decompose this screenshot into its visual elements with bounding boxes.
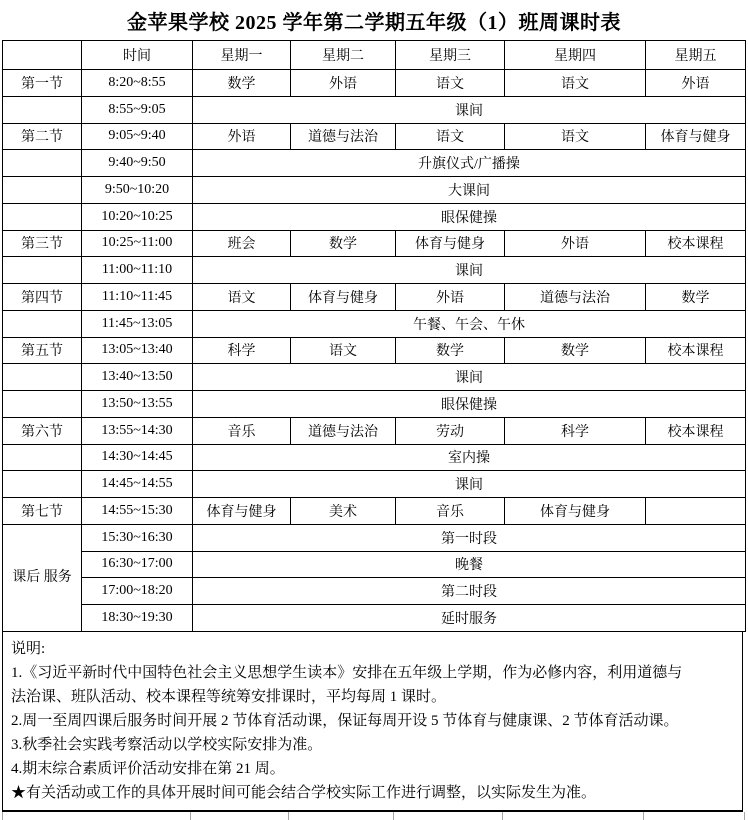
- subject-cell: 班会: [193, 230, 291, 257]
- table-row: [3, 471, 746, 498]
- subject-cell: 语文: [505, 70, 646, 97]
- partial-next-table-row: [2, 812, 745, 820]
- table-row: [3, 578, 746, 605]
- table-row: [3, 551, 746, 578]
- table-row: [3, 123, 746, 150]
- note-item: 2.周一至周四课后服务时间开展 2 节体育活动课，保证每周开设 5 节体育与健康课、2 节体育活动课。: [11, 713, 679, 729]
- table-row: [3, 70, 746, 97]
- table-row: [3, 605, 746, 632]
- table-row: [3, 391, 746, 418]
- notes-section: [2, 632, 743, 812]
- period-cell: [3, 203, 82, 230]
- time-cell: 13:40~13:50: [82, 364, 193, 391]
- time-cell: 18:30~19:30: [82, 605, 193, 632]
- activity-span-cell: 第一时段: [193, 524, 746, 551]
- note-item: 4.期末综合素质评价活动安排在第 21 周。: [11, 761, 285, 777]
- table-row: [3, 417, 746, 444]
- activity-span-cell: 延时服务: [193, 605, 746, 632]
- subject-cell: 道德与法治: [291, 123, 396, 150]
- activity-span-cell: 午餐、午会、午休: [193, 310, 746, 337]
- note-item: ★有关活动或工作的具体开展时间可能会结合学校实际工作进行调整，以实际发生为准。: [11, 785, 597, 801]
- day-header-tuesday: 星期二: [291, 41, 396, 70]
- activity-span-cell: 眼保健操: [193, 391, 746, 418]
- time-cell: 17:00~18:20: [82, 578, 193, 605]
- table-row: [3, 524, 746, 551]
- subject-cell: 外语: [646, 70, 746, 97]
- subject-cell: 数学: [291, 230, 396, 257]
- time-cell: 9:40~9:50: [82, 150, 193, 177]
- table-row: [3, 203, 746, 230]
- period-cell: [3, 444, 82, 471]
- period-cell: 第二节: [3, 123, 82, 150]
- period-cell: 第四节: [3, 284, 82, 311]
- table-row: [3, 337, 746, 364]
- period-cell: 第一节: [3, 70, 82, 97]
- period-cell: 第三节: [3, 230, 82, 257]
- subject-cell: 音乐: [193, 417, 291, 444]
- period-cell: [3, 96, 82, 123]
- subject-cell: [646, 498, 746, 525]
- subject-cell: 体育与健身: [396, 230, 505, 257]
- corner-cell: [3, 41, 82, 70]
- period-cell: [3, 471, 82, 498]
- day-header-wednesday: 星期三: [396, 41, 505, 70]
- subject-cell: 校本课程: [646, 337, 746, 364]
- note-item: 1.《习近平新时代中国特色社会主义思想学生读本》安排在五年级上学期，作为必修内容，利用道德与法治课、班队活动、校本课程等统筹安排课时，平均每周 1 课时。: [11, 665, 683, 705]
- grid-line: [393, 812, 394, 820]
- activity-span-cell: 课间: [193, 96, 746, 123]
- time-header: 时间: [82, 41, 193, 70]
- time-cell: 14:55~15:30: [82, 498, 193, 525]
- subject-cell: 美术: [291, 498, 396, 525]
- subject-cell: 体育与健身: [505, 498, 646, 525]
- table-row: [3, 96, 746, 123]
- subject-cell: 劳动: [396, 417, 505, 444]
- time-cell: 9:05~9:40: [82, 123, 193, 150]
- time-cell: 14:30~14:45: [82, 444, 193, 471]
- subject-cell: 语文: [193, 284, 291, 311]
- subject-cell: 体育与健身: [193, 498, 291, 525]
- subject-cell: 语文: [291, 337, 396, 364]
- activity-span-cell: 晚餐: [193, 551, 746, 578]
- subject-cell: 数学: [646, 284, 746, 311]
- grid-line: [643, 812, 644, 820]
- activity-span-cell: 课间: [193, 471, 746, 498]
- table-row: [3, 177, 746, 204]
- grid-line: [288, 812, 289, 820]
- period-cell: 第六节: [3, 417, 82, 444]
- subject-cell: 科学: [193, 337, 291, 364]
- grid-line: [190, 812, 191, 820]
- day-header-monday: 星期一: [193, 41, 291, 70]
- subject-cell: 体育与健身: [646, 123, 746, 150]
- period-cell: [3, 177, 82, 204]
- subject-cell: 校本课程: [646, 417, 746, 444]
- activity-span-cell: 眼保健操: [193, 203, 746, 230]
- subject-cell: 外语: [193, 123, 291, 150]
- subject-cell: 语文: [505, 123, 646, 150]
- grid-line: [2, 812, 3, 820]
- time-cell: 13:50~13:55: [82, 391, 193, 418]
- period-cell: 第五节: [3, 337, 82, 364]
- after-school-label: 课后 服务: [3, 524, 82, 631]
- time-cell: 14:45~14:55: [82, 471, 193, 498]
- subject-cell: 语文: [396, 123, 505, 150]
- time-cell: 11:10~11:45: [82, 284, 193, 311]
- subject-cell: 道德与法治: [291, 417, 396, 444]
- table-row: [3, 150, 746, 177]
- activity-span-cell: 课间: [193, 257, 746, 284]
- activity-span-cell: 室内操: [193, 444, 746, 471]
- notes-label: 说明:: [11, 641, 46, 657]
- time-cell: 15:30~16:30: [82, 524, 193, 551]
- table-row: [3, 364, 746, 391]
- subject-cell: 外语: [505, 230, 646, 257]
- activity-span-cell: 升旗仪式/广播操: [193, 150, 746, 177]
- period-cell: [3, 391, 82, 418]
- period-cell: [3, 150, 82, 177]
- subject-cell: 体育与健身: [291, 284, 396, 311]
- page-title: 金苹果学校 2025 学年第二学期五年级（1）班周课时表: [127, 11, 621, 34]
- subject-cell: 语文: [396, 70, 505, 97]
- time-cell: 8:55~9:05: [82, 96, 193, 123]
- activity-span-cell: 大课间: [193, 177, 746, 204]
- subject-cell: 科学: [505, 417, 646, 444]
- time-cell: 9:50~10:20: [82, 177, 193, 204]
- table-row: [3, 257, 746, 284]
- time-cell: 10:20~10:25: [82, 203, 193, 230]
- timetable-table: [2, 40, 746, 632]
- subject-cell: 数学: [396, 337, 505, 364]
- subject-cell: 音乐: [396, 498, 505, 525]
- period-cell: [3, 257, 82, 284]
- table-row: [3, 444, 746, 471]
- day-header-thursday: 星期四: [505, 41, 646, 70]
- time-cell: 16:30~17:00: [82, 551, 193, 578]
- subject-cell: 外语: [291, 70, 396, 97]
- subject-cell: 数学: [193, 70, 291, 97]
- subject-cell: 外语: [396, 284, 505, 311]
- table-row: [3, 498, 746, 525]
- day-header-friday: 星期五: [646, 41, 746, 70]
- period-cell: [3, 364, 82, 391]
- time-cell: 11:45~13:05: [82, 310, 193, 337]
- time-cell: 11:00~11:10: [82, 257, 193, 284]
- table-row: [3, 310, 746, 337]
- period-cell: [3, 310, 82, 337]
- activity-span-cell: 第二时段: [193, 578, 746, 605]
- note-item: 3.秋季社会实践考察活动以学校实际安排为准。: [11, 737, 323, 753]
- table-row: [3, 230, 746, 257]
- header-row: [3, 41, 746, 70]
- subject-cell: 校本课程: [646, 230, 746, 257]
- table-row: [3, 284, 746, 311]
- grid-line: [502, 812, 503, 820]
- time-cell: 10:25~11:00: [82, 230, 193, 257]
- time-cell: 13:05~13:40: [82, 337, 193, 364]
- time-cell: 13:55~14:30: [82, 417, 193, 444]
- grid-line: [744, 812, 745, 820]
- activity-span-cell: 课间: [193, 364, 746, 391]
- subject-cell: 道德与法治: [505, 284, 646, 311]
- period-cell: 第七节: [3, 498, 82, 525]
- time-cell: 8:20~8:55: [82, 70, 193, 97]
- subject-cell: 数学: [505, 337, 646, 364]
